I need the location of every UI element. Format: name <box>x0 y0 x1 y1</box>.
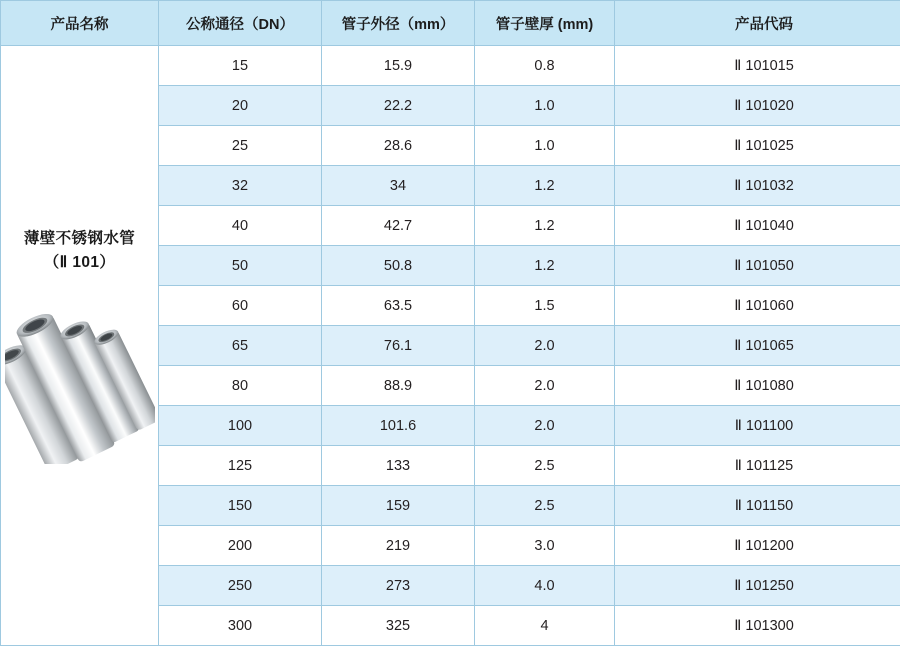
cell-code: Ⅱ 101250 <box>615 566 900 606</box>
cell-wt: 2.5 <box>475 486 615 526</box>
cell-od: 15.9 <box>322 46 475 86</box>
cell-code: Ⅱ 101065 <box>615 326 900 366</box>
cell-code: Ⅱ 101100 <box>615 406 900 446</box>
header-outer-diameter: 管子外径（mm） <box>322 1 475 46</box>
cell-dn: 65 <box>159 326 322 366</box>
cell-dn: 32 <box>159 166 322 206</box>
cell-wt: 4 <box>475 606 615 646</box>
cell-wt: 2.5 <box>475 446 615 486</box>
cell-wt: 1.2 <box>475 166 615 206</box>
cell-od: 76.1 <box>322 326 475 366</box>
cell-code: Ⅱ 101050 <box>615 246 900 286</box>
cell-wt: 2.0 <box>475 406 615 446</box>
cell-od: 219 <box>322 526 475 566</box>
cell-code: Ⅱ 101032 <box>615 166 900 206</box>
cell-od: 325 <box>322 606 475 646</box>
product-title <box>24 227 135 275</box>
cell-dn: 15 <box>159 46 322 86</box>
cell-dn: 60 <box>159 286 322 326</box>
product-name-cell <box>1 46 159 646</box>
cell-code: Ⅱ 101060 <box>615 286 900 326</box>
cell-od: 34 <box>322 166 475 206</box>
cell-od: 42.7 <box>322 206 475 246</box>
stainless-steel-pipes-image <box>5 289 155 464</box>
cell-wt: 2.0 <box>475 366 615 406</box>
header-product-code: 产品代码 <box>615 1 900 46</box>
table-row <box>1 46 900 86</box>
cell-code: Ⅱ 101040 <box>615 206 900 246</box>
cell-od: 133 <box>322 446 475 486</box>
table-header <box>1 1 900 46</box>
product-info <box>1 46 158 645</box>
cell-dn: 150 <box>159 486 322 526</box>
cell-dn: 50 <box>159 246 322 286</box>
header-row <box>1 1 900 46</box>
cell-wt: 1.0 <box>475 86 615 126</box>
cell-wt: 1.5 <box>475 286 615 326</box>
cell-od: 101.6 <box>322 406 475 446</box>
header-product-name: 产品名称 <box>1 1 159 46</box>
cell-od: 22.2 <box>322 86 475 126</box>
cell-code: Ⅱ 101080 <box>615 366 900 406</box>
cell-dn: 20 <box>159 86 322 126</box>
cell-code: Ⅱ 101125 <box>615 446 900 486</box>
cell-od: 28.6 <box>322 126 475 166</box>
table-body <box>1 46 900 646</box>
cell-wt: 2.0 <box>475 326 615 366</box>
cell-wt: 0.8 <box>475 46 615 86</box>
cell-wt: 3.0 <box>475 526 615 566</box>
cell-wt: 1.2 <box>475 206 615 246</box>
cell-od: 159 <box>322 486 475 526</box>
cell-dn: 125 <box>159 446 322 486</box>
cell-wt: 1.0 <box>475 126 615 166</box>
cell-dn: 25 <box>159 126 322 166</box>
cell-dn: 80 <box>159 366 322 406</box>
cell-dn: 100 <box>159 406 322 446</box>
cell-wt: 1.2 <box>475 246 615 286</box>
cell-od: 88.9 <box>322 366 475 406</box>
cell-dn: 300 <box>159 606 322 646</box>
header-nominal-diameter: 公称通径（DN） <box>159 1 322 46</box>
cell-od: 63.5 <box>322 286 475 326</box>
product-name-text: 薄壁不锈钢水管 <box>24 230 135 247</box>
product-code-text: （Ⅱ 101） <box>24 251 135 275</box>
cell-dn: 40 <box>159 206 322 246</box>
cell-dn: 200 <box>159 526 322 566</box>
cell-wt: 4.0 <box>475 566 615 606</box>
cell-code: Ⅱ 101020 <box>615 86 900 126</box>
cell-od: 50.8 <box>322 246 475 286</box>
cell-code: Ⅱ 101200 <box>615 526 900 566</box>
cell-code: Ⅱ 101015 <box>615 46 900 86</box>
cell-code: Ⅱ 101025 <box>615 126 900 166</box>
cell-dn: 250 <box>159 566 322 606</box>
cell-code: Ⅱ 101300 <box>615 606 900 646</box>
header-wall-thickness: 管子壁厚 (mm) <box>475 1 615 46</box>
cell-code: Ⅱ 101150 <box>615 486 900 526</box>
cell-od: 273 <box>322 566 475 606</box>
